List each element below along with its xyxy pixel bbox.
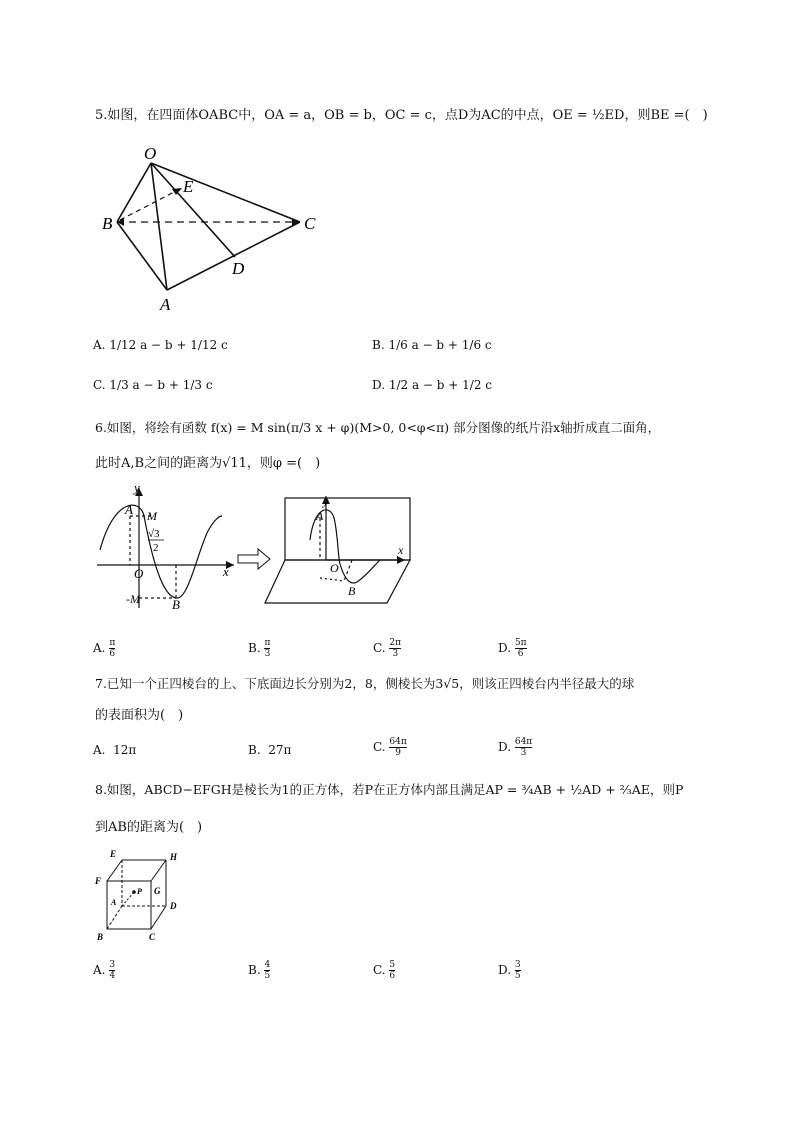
label-H: H [170,852,178,862]
frac-num: π [264,638,271,648]
option-expr: 1/6 a − b + 1/6 c [388,338,492,352]
label-y-fold: y [323,494,329,508]
frac-num: 64π [389,737,407,747]
frac-num: 2π [389,638,402,648]
frac-num: π [109,638,116,648]
transform-arrow-icon [238,549,270,569]
option-expr: 1/12 a − b + 1/12 c [109,338,228,352]
frac-den: 3 [392,649,399,659]
q8-option-a[interactable]: A. $\frac{3}{4}$ [93,960,116,981]
frac-num: 3 [514,960,521,970]
q5-option-c[interactable]: C. 1/3 a − b + 1/3 c [93,378,213,392]
label-D: D [232,259,245,278]
q5-option-b[interactable]: B. 1/6 a − b + 1/6 c [372,338,492,352]
q6-stem-line1: 6.如图，将绘有函数 f(x) = M sin(π/3 x + φ)(M>0, 0<φ<π) 部分图像的纸片沿x轴折成直二面角， [95,420,661,435]
frac-num: 3 [109,960,116,970]
label-O: O [144,144,157,163]
option-expr: 1/2 a − b + 1/2 c [388,378,493,392]
frac-den: 3 [520,748,527,758]
label-y: y [134,480,140,495]
q5-stem: 5.如图，在四面体OABC中，OA = a，OB = b，OC = c，点D为AC的中点，OE = ½ED，则BE =( ) [95,108,708,123]
frac-den: 9 [395,748,401,758]
q7-option-a[interactable]: A. 12π [93,743,137,757]
option-expr: 1/3 a − b + 1/3 c [109,378,213,392]
q6-option-d[interactable]: D. $\frac{5\pi}{6}$ [498,638,527,659]
frac-den: 5 [514,971,521,981]
label-sqrt3: √3 [148,528,160,540]
frac-num: 5 [389,960,396,970]
q8-cube-figure [92,848,192,944]
q6-option-c[interactable]: C. $\frac{2\pi}{3}$ [373,638,402,659]
label-P: P [137,887,142,896]
label-B: B [97,932,104,942]
frac-den: 3 [264,649,271,659]
frac-den: 6 [389,971,396,981]
label-E: E [183,177,194,196]
label-two: 2 [153,542,159,554]
label-x-flat: x [223,564,229,579]
label-A: A [160,295,171,314]
label-B-fold: B [348,584,356,598]
q7-option-d[interactable]: D. $\frac{64\pi}{3}$ [498,737,533,758]
q6-graph-figure [92,478,422,618]
q7-stem-line2: 的表面积为( ) [95,708,184,723]
q8-option-c[interactable]: C. $\frac{5}{6}$ [373,960,396,981]
frac-den: 6 [109,649,116,659]
label-x-fold: x [398,543,404,557]
label-A-fold: A [316,509,324,523]
label-E: E [110,849,117,859]
q7-option-b[interactable]: B. 27π [248,743,292,757]
option-expr: 12π [113,743,137,757]
frac-num: 4 [264,960,271,970]
label-M: M [147,509,157,523]
label-B: B [102,214,113,233]
q8-option-d[interactable]: D. $\frac{3}{5}$ [498,960,521,981]
q6-option-a[interactable]: A. $\frac{\pi}{6}$ [93,638,116,659]
label-G: G [154,886,161,896]
label-A-flat: A [125,502,133,517]
frac-den: 5 [264,971,271,981]
label-F: F [95,876,102,886]
frac-den: 4 [109,971,116,981]
label-C: C [304,214,316,233]
q7-option-c[interactable]: C. $\frac{64\pi}{9}$ [373,737,407,758]
option-expr: 27π [268,743,292,757]
q6-stem-line2: 此时A,B之间的距离为√11，则φ =( ) [95,456,321,471]
q8-stem-line1: 8.如图，ABCD−EFGH是棱长为1的正方体，若P在正方体内部且满足AP = ¾AB + ½AD + ⅔AE，则P [95,782,684,797]
q5-option-d[interactable]: D. 1/2 a − b + 1/2 c [372,378,493,392]
label-B-flat: B [172,597,180,612]
q6-option-b[interactable]: B. $\frac{\pi}{3}$ [248,638,271,659]
label-A: A [111,898,117,907]
label-O-flat: O [134,566,144,581]
frac-den: 6 [517,649,524,659]
frac-num: 5π [514,638,527,648]
label-negM: -M [126,592,140,606]
frac-num: 64π [514,737,533,747]
q5-tetrahedron-figure [100,140,330,315]
q7-stem-line1: 7.已知一个正四棱台的上、下底面边长分别为2，8，侧棱长为3√5，则该正四棱台内半径最大的球 [95,676,635,691]
label-C: C [149,932,156,942]
label-O-fold: O [330,561,339,575]
q8-stem-line2: 到AB的距离为( ) [95,820,203,835]
q5-option-a[interactable]: A. 1/12 a − b + 1/12 c [93,338,228,352]
q8-option-b[interactable]: B. $\frac{4}{5}$ [248,960,271,981]
label-D: D [170,901,177,911]
